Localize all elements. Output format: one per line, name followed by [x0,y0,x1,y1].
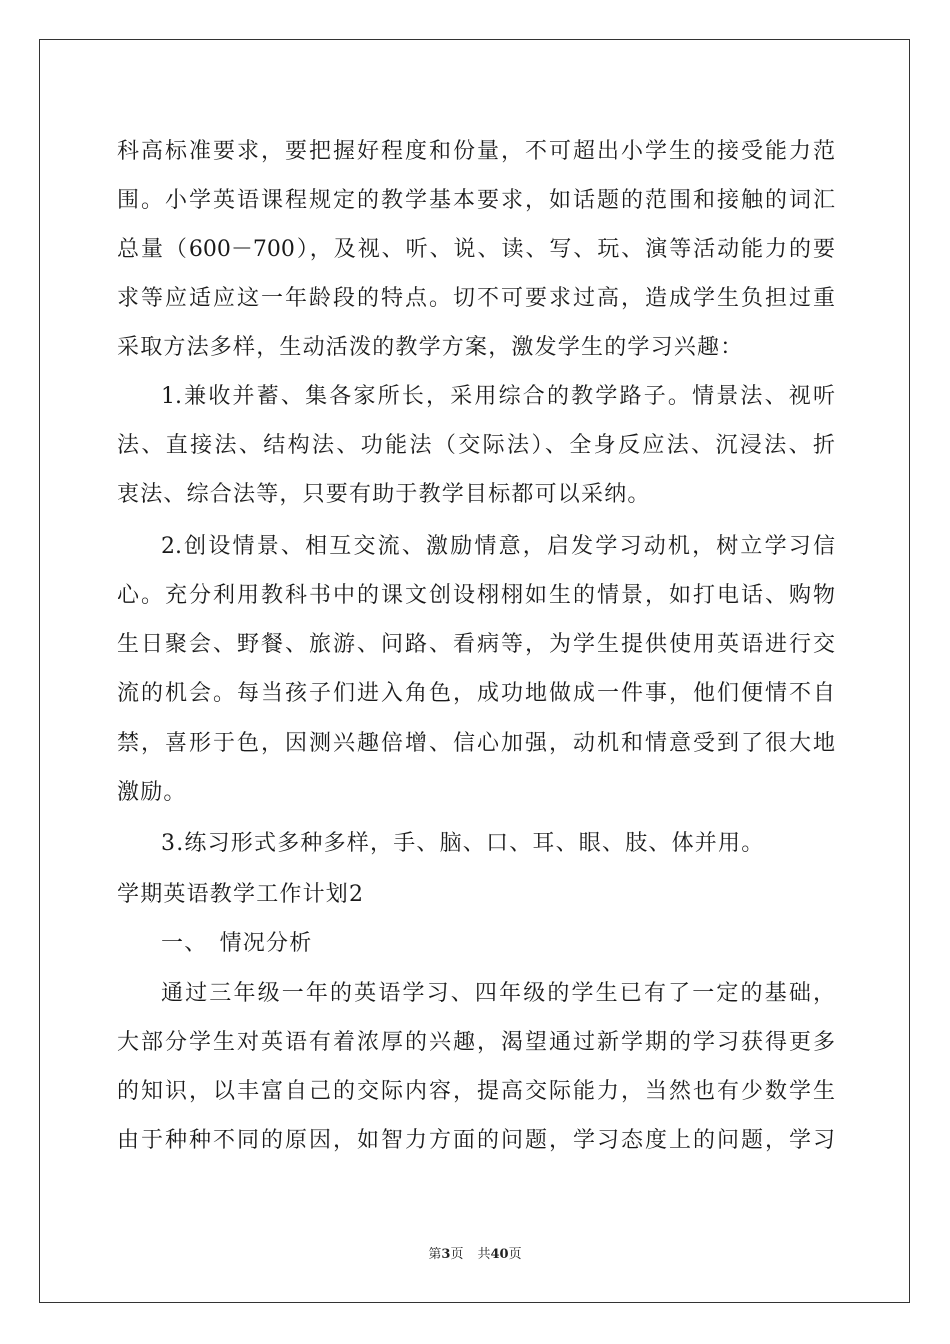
total-prefix: 共 [477,1247,491,1262]
page-prefix: 第 [428,1247,442,1262]
total-pages: 40 [490,1247,509,1262]
text-line: 的知识，以丰富自己的交际内容，提高交际能力，当然也有少数学生 [117,1079,835,1104]
page-footer [0,1246,950,1264]
text-line: 2.创设情景、相互交流、激励情意，启发学习动机，树立学习信 [161,534,835,559]
text-line: 围。小学英语课程规定的教学基本要求，如话题的范围和接触的词汇 [117,188,835,213]
text-line: 激励。 [117,780,187,805]
text-line: 生日聚会、野餐、旅游、问路、看病等，为学生提供使用英语进行交 [117,632,835,657]
page-suffix: 页 [450,1247,464,1262]
text-line: 法、直接法、结构法、功能法（交际法）、全身反应法、沉浸法、折 [117,433,835,458]
text-line: 心。充分利用教科书中的课文创设栩栩如生的情景，如打电话、购物 [117,583,835,608]
total-suffix: 页 [508,1247,522,1262]
text-line: 禁，喜形于色，因测兴趣倍增、信心加强，动机和情意受到了很大地 [117,731,835,756]
text-line: 通过三年级一年的英语学习、四年级的学生已有了一定的基础， [161,981,835,1006]
text-line: 由于种种不同的原因，如智力方面的问题，学习态度上的问题，学习 [117,1128,835,1153]
text-line: 流的机会。每当孩子们进入角色，成功地做成一件事，他们便情不自 [117,681,835,706]
text-line: 采取方法多样，生动活泼的教学方案，激发学生的学习兴趣： [117,335,744,360]
text-line: 求等应适应这一年龄段的特点。切不可要求过高，造成学生负担过重 [117,286,835,311]
section-title: 学期英语教学工作计划2 [117,882,365,907]
text-line: 大部分学生对英语有着浓厚的兴趣，渴望通过新学期的学习获得更多 [117,1030,835,1055]
text-line: 科高标准要求，要把握好程度和份量，不可超出小学生的接受能力范 [117,139,835,164]
page-number: 3 [441,1247,451,1262]
text-line: 1.兼收并蓄、集各家所长，采用综合的教学路子。情景法、视听 [161,384,835,409]
text-line: 总量（600－700），及视、听、说、读、写、玩、演等活动能力的要 [117,237,835,262]
page-border [39,39,910,1303]
text-line: 衷法、综合法等，只要有助于教学目标都可以采纳。 [117,482,651,507]
section-heading: 一、 情况分析 [161,931,313,956]
text-line: 3.练习形式多种多样，手、脑、口、耳、眼、肢、体并用。 [161,831,765,856]
